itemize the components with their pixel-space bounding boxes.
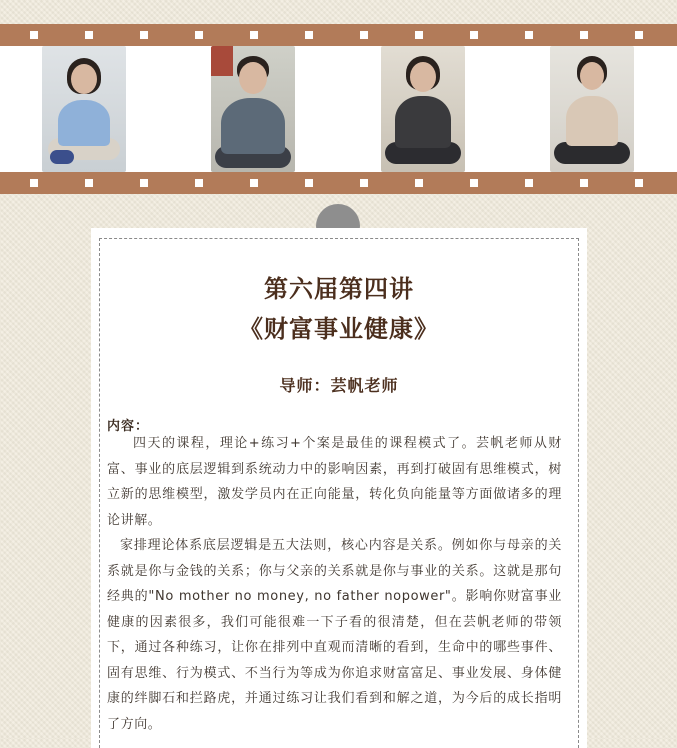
photo-frame-2 xyxy=(211,46,295,172)
sprocket-hole xyxy=(85,31,93,39)
sprocket-hole xyxy=(140,31,148,39)
film-strip xyxy=(0,24,677,194)
sprocket-hole xyxy=(140,179,148,187)
sprocket-hole xyxy=(635,31,643,39)
photo-frame-4 xyxy=(550,46,634,172)
title-line-1: 第六届第四讲 xyxy=(264,275,414,303)
sprocket-hole xyxy=(470,31,478,39)
sprocket-hole xyxy=(580,179,588,187)
sprocket-hole xyxy=(85,179,93,187)
sprocket-hole xyxy=(470,179,478,187)
photo-2 xyxy=(211,46,295,172)
sprocket-hole xyxy=(525,179,533,187)
paragraph-2: 家排理论体系底层逻辑是五大法则，核心内容是关系。例如你与母亲的关系就是你与金钱的关系；你与父亲的关系就是你与事业的关系。这就是那句经典的"No mother no money, no father nopower"。影响你财富事业健康的因素很多，我们可能很难一下子看的很清楚，但在芸帆老师的带领下，通过各种练习，让你在排列中直观而清晰的看到，生命中的哪些事件、固有思维、行为模式、不当行为等成为你追求财富富足、事业发展、身体健康的绊脚石和拦路虎，并通过练习让我们看到和解之道，为今后的成长指明了方向。 xyxy=(107,538,562,732)
mentor-label: 导师：芸帆老师 xyxy=(279,376,399,395)
content-card xyxy=(91,228,587,748)
paragraph-1: 四天的课程，理论+练习+个案是最佳的课程模式了。芸帆老师从财富、事业的底层逻辑到系统动力中的影响因素，再到打破固有思维模式，树立新的思维模型，激发学员内在正向能量，转化负向能量等方面做诸多的理论讲解。 xyxy=(107,436,562,528)
sprocket-hole xyxy=(195,31,203,39)
sprocket-hole xyxy=(195,179,203,187)
sprocket-hole xyxy=(305,179,313,187)
sprocket-hole xyxy=(30,179,38,187)
sprocket-hole xyxy=(360,179,368,187)
dashed-border xyxy=(99,238,579,748)
photo-1 xyxy=(42,46,126,172)
sprocket-hole xyxy=(525,31,533,39)
title-line-2: 《财富事业健康》 xyxy=(239,315,439,343)
sprocket-hole xyxy=(30,31,38,39)
photo-4 xyxy=(550,46,634,172)
sprocket-hole xyxy=(415,31,423,39)
sprocket-hole xyxy=(415,179,423,187)
film-rail-top xyxy=(0,24,677,46)
sprocket-hole xyxy=(250,179,258,187)
photo-frame-3 xyxy=(381,46,465,172)
sprocket-hole xyxy=(360,31,368,39)
content-label: 内容： xyxy=(107,419,150,434)
film-rail-bottom xyxy=(0,172,677,194)
sprocket-hole xyxy=(305,31,313,39)
sprocket-hole xyxy=(250,31,258,39)
photo-frame-1 xyxy=(42,46,126,172)
sprocket-hole xyxy=(580,31,588,39)
sprocket-hole xyxy=(635,179,643,187)
photo-3 xyxy=(381,46,465,172)
